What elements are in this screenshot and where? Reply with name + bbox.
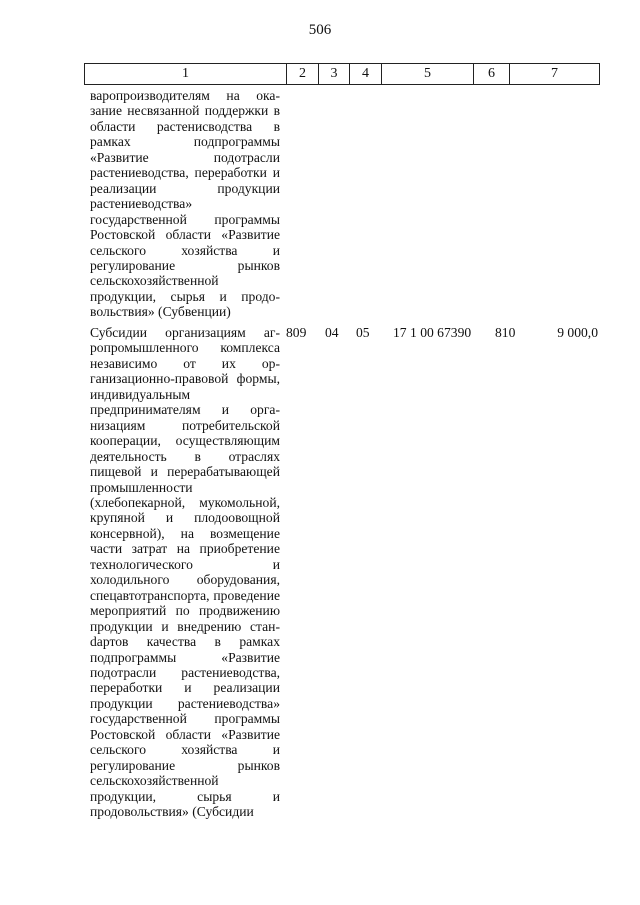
- row-2-amount: 9 000,0: [557, 325, 598, 340]
- row-2-subsection-code: 05: [356, 325, 370, 340]
- header-col-2: 2: [287, 64, 319, 84]
- table-header-row: [84, 63, 600, 85]
- row-2-expense-type-code: 810: [495, 325, 516, 340]
- header-col-5: 5: [382, 64, 474, 84]
- row-2-target-article-code: 17 1 00 67390: [393, 325, 472, 340]
- header-col-3: 3: [319, 64, 350, 84]
- header-col-7: 7: [551, 66, 558, 81]
- table-row-1-description: варопроизводителям на оказание несвязанной поддержки в области растенисводства в рамках подпрограммы «Развитие подотрасли растениеводства, переработки и реализации продукции растениеводства» государственной программы Ростовской области «Развитие сельского хозяйства и регулирование рынков сельскохозяйственной продукции, сырья и продовольствия» (Субвенции): [90, 88, 280, 320]
- table-row-2-description: Субсидии организациям агропромышленного комплекса независимо от их организационно-правовой формы, индивидуальным предпринимателям и организациям потребительской кооперации, осуществляющим деятельность в отраслях пищевой и перерабатывающей промышленности (хлебопекарной, мукомольной, крупяной и плодоовощной консервной), на возмещение части затрат на приобретение технологического и холодильного оборудования, спецавтотранспорта, проведение мероприятий по продвижению продукции и внедрению станdартов качества в рамках подпрограммы «Развитие подотрасли растениеводства, переработки и реализации продукции растениеводства» государственной программы Ростовской области «Развитие сельского хозяйства и регулирование рынков сельскохозяйственной продукции, сырья и продовольствия» (Субсидии: [90, 325, 280, 820]
- header-col-1: 1: [85, 64, 287, 84]
- row-2-ministry-code: 809: [286, 325, 307, 340]
- header-col-6: 6: [474, 64, 510, 84]
- page-number: 506: [308, 22, 332, 38]
- header-col-4: 4: [350, 64, 382, 84]
- row-2-section-code: 04: [325, 325, 339, 340]
